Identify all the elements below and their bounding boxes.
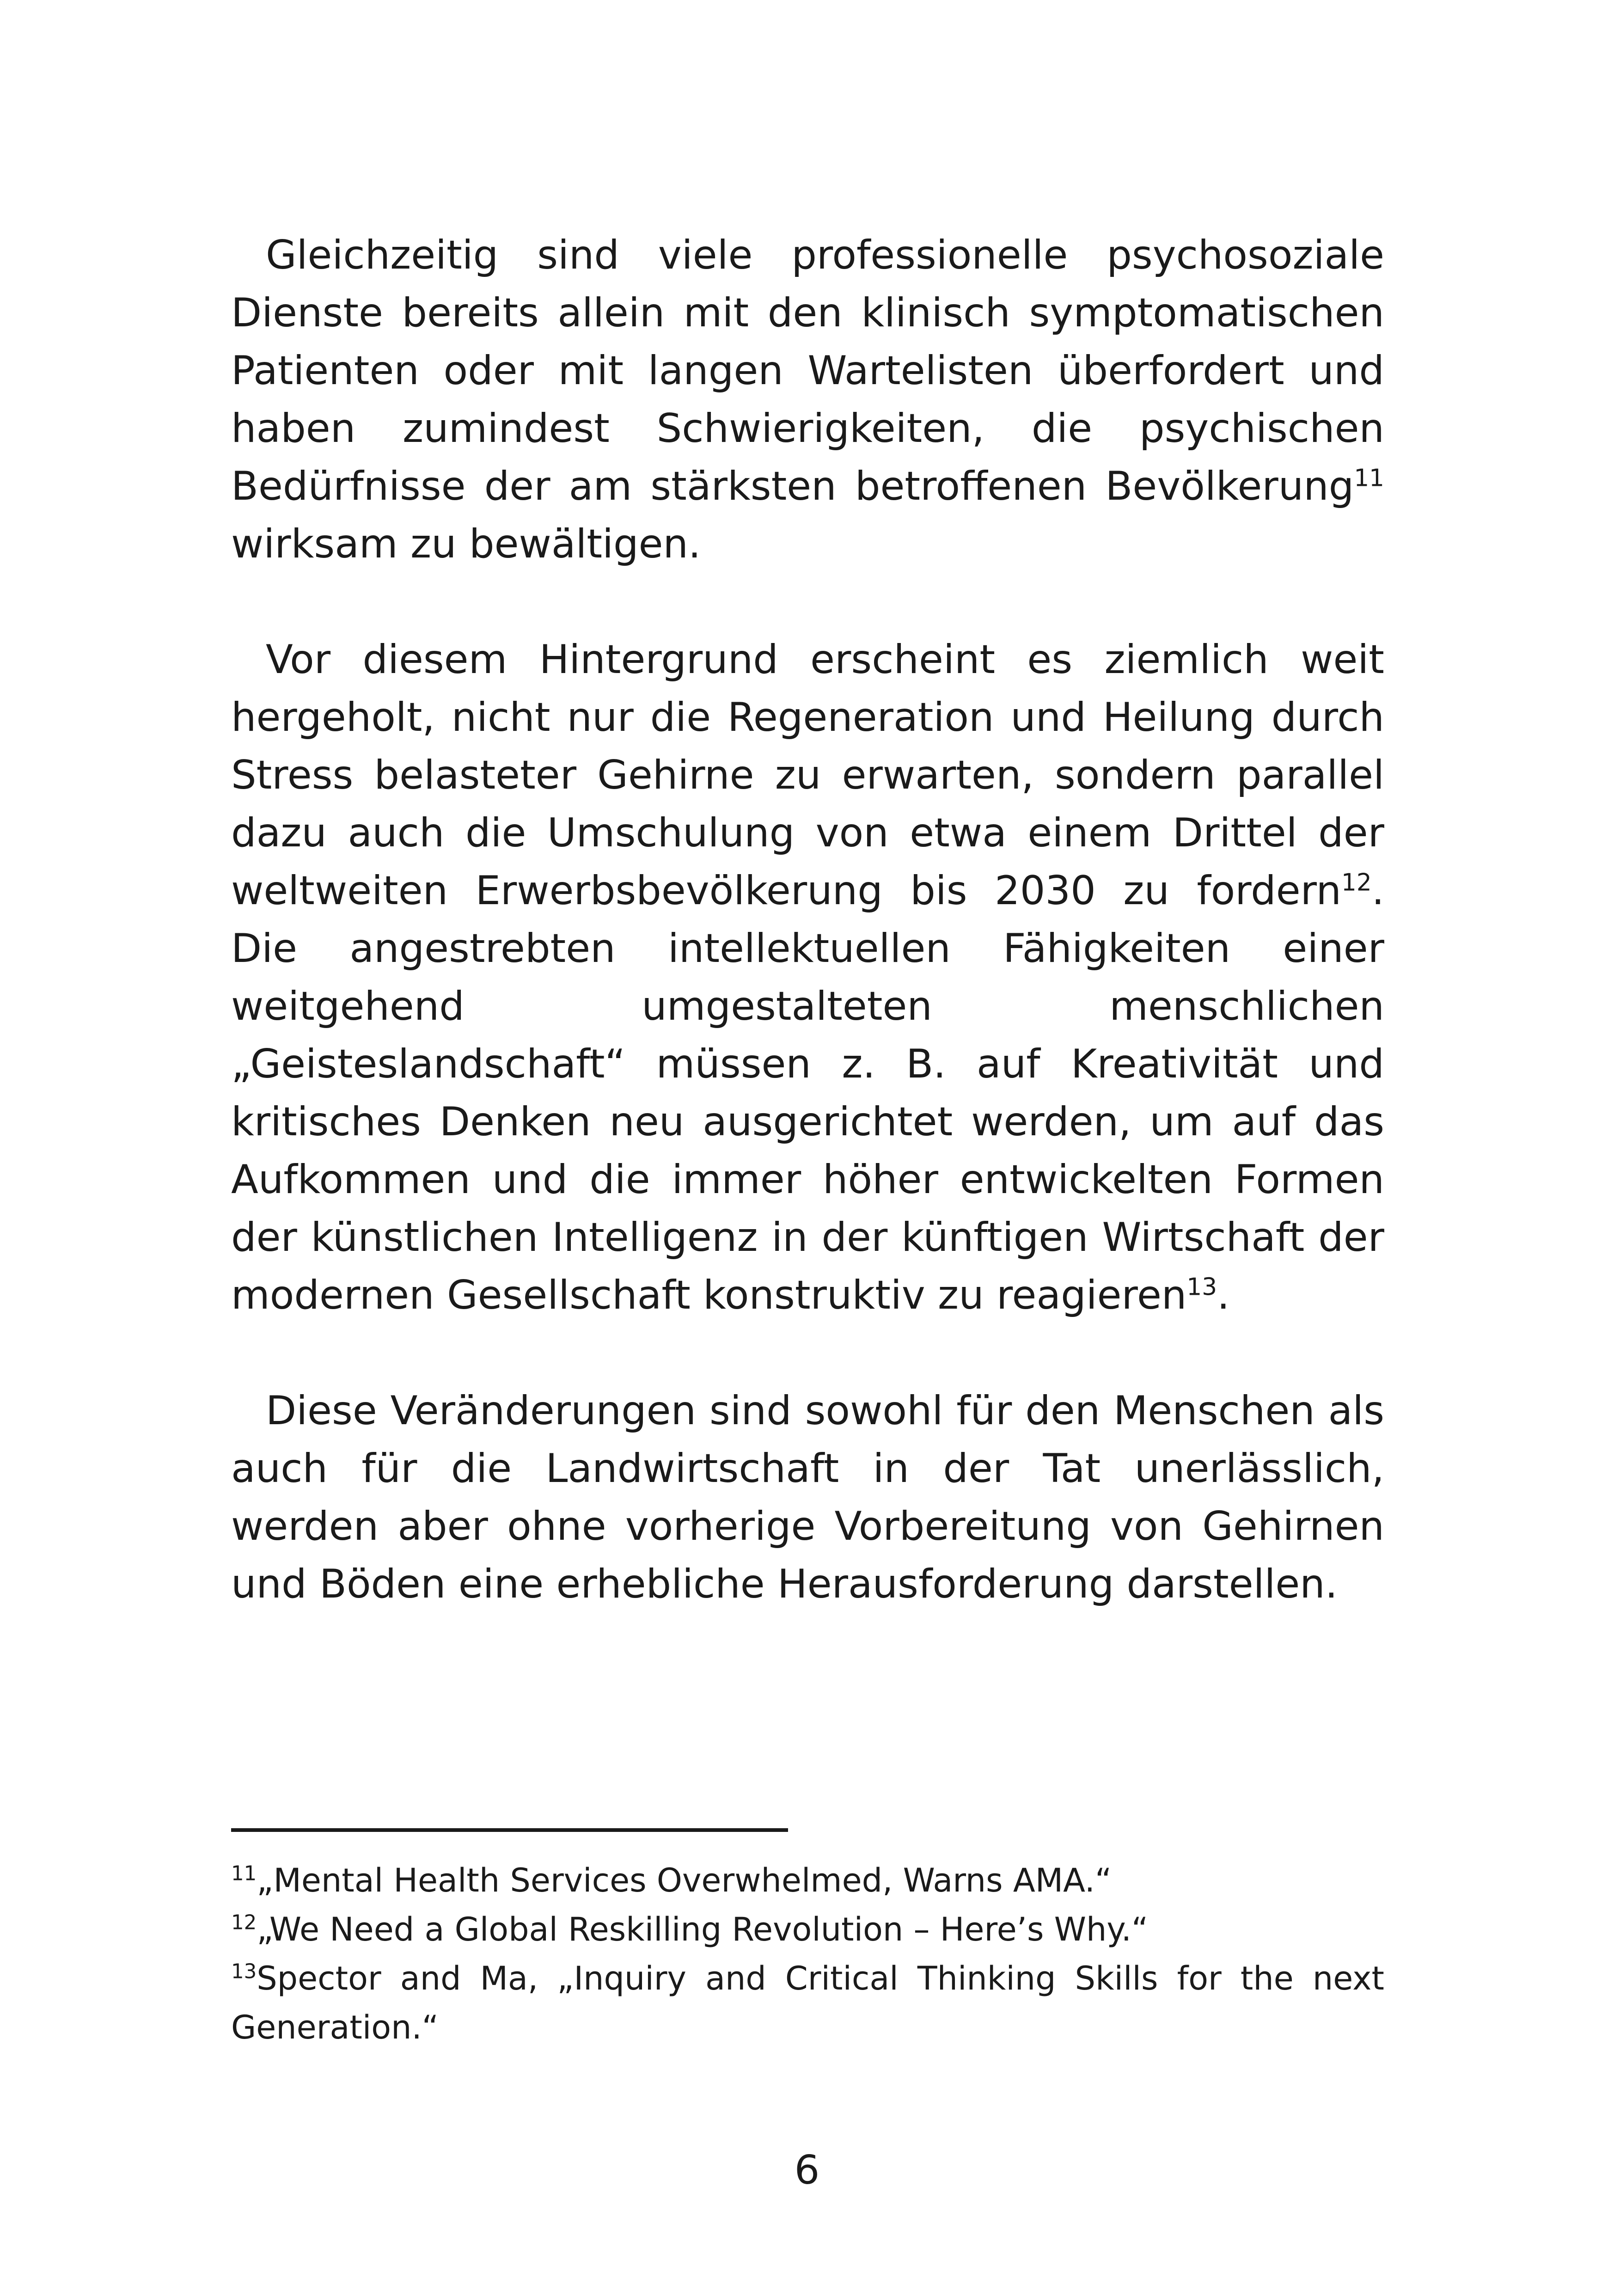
page-number: 6 — [794, 2147, 820, 2193]
footnote-text: „We Need a Global Reskilling Revolution – Here’s Why.“ — [257, 1910, 1149, 1948]
paragraph — [231, 227, 1384, 573]
main-text — [231, 227, 1384, 1671]
footnote — [231, 1954, 1384, 2052]
paragraph-text: Diese Veränderungen sind sowohl für den Menschen als auch für die Landwirtschaft in der Tat unerlässlich, werden aber ohne vorherige Vorbereitung von Gehirnen und Böden eine erhebliche Herausforderung darstellen. — [231, 1388, 1384, 1607]
footnote-reference: 12 — [1341, 869, 1372, 897]
footnote — [231, 1856, 1384, 1905]
footnote-number: 12 — [231, 1911, 257, 1935]
footnote-text: „Mental Health Services Overwhelmed, Warns AMA.“ — [257, 1861, 1112, 1899]
paragraph-text: . Die angestrebten intellektuellen Fähigkeiten einer weitgehend umgestalteten menschlichen „Geisteslandschaft“ müssen z. B. auf Kreativität und kritisches Denken neu ausgerichtet werden, um auf das Aufkommen und die immer höher entwickelten Formen der künstlichen Intelligenz in der künftigen Wirtschaft der modernen Gesellschaft konstruktiv zu reagieren — [231, 868, 1384, 1318]
footnote — [231, 1905, 1384, 1954]
paragraph — [231, 631, 1384, 1324]
paragraph-text: Vor diesem Hintergrund erscheint es ziemlich weit hergeholt, nicht nur die Regeneration und Heilung durch Stress belasteter Gehirne zu erwarten, sondern parallel dazu auch die Umschulung von etwa einem Drittel der weltweiten Erwerbsbevölkerung bis 2030 zu fordern — [231, 637, 1384, 914]
paragraph-text: Gleichzeitig sind viele professionelle psychosoziale Dienste bereits allein mit den klinisch symptomatischen Patienten oder mit langen Wartelisten überfordert und haben zumindest Schwierigkeiten, die psychischen Bedürfnisse der am stärksten betroffenen Bevölkerung — [231, 232, 1384, 509]
paragraph-text: wirksam zu bewältigen. — [231, 521, 701, 567]
footnotes — [231, 1856, 1384, 2052]
footnote-separator — [231, 1828, 788, 1832]
paragraph — [231, 1382, 1384, 1613]
footnote-number: 13 — [231, 1960, 257, 1984]
footnote-reference: 11 — [1354, 464, 1384, 492]
paragraph-text: . — [1217, 1272, 1230, 1318]
footnote-text: Spector and Ma, „Inquiry and Critical Thinking Skills for the next Generation.“ — [231, 1959, 1384, 2046]
footnote-reference: 13 — [1186, 1273, 1217, 1301]
footnote-number: 11 — [231, 1862, 257, 1886]
